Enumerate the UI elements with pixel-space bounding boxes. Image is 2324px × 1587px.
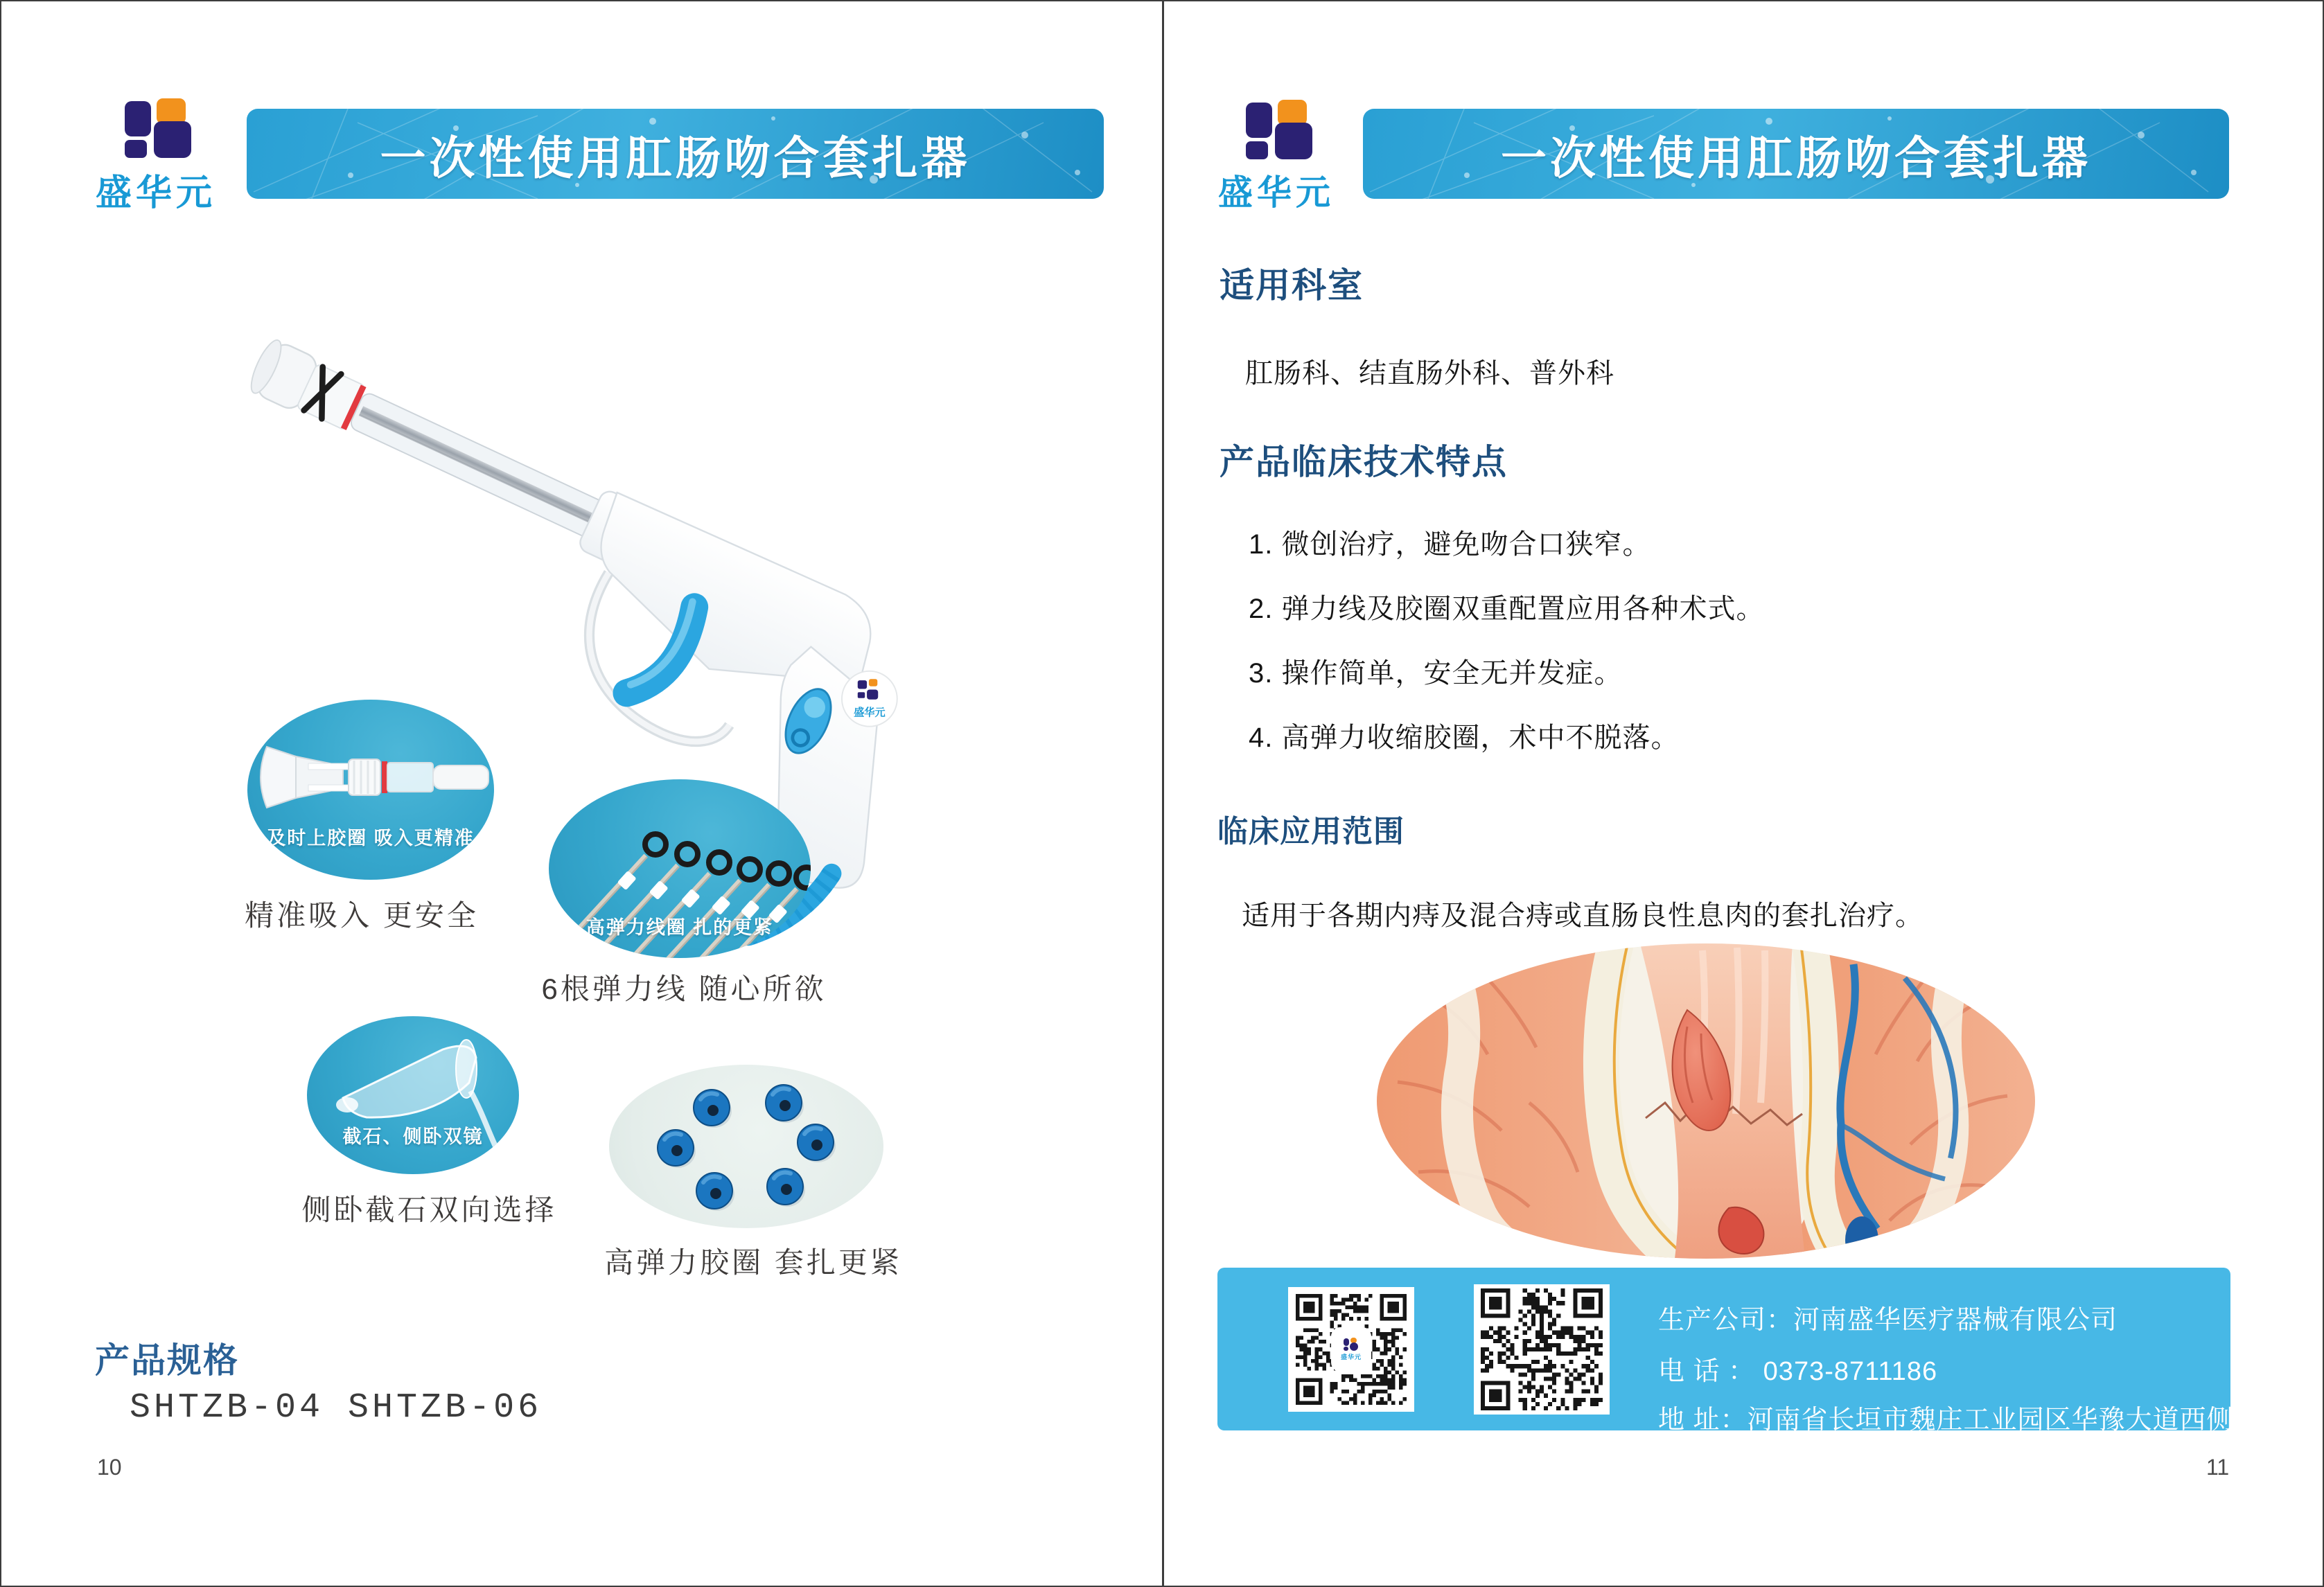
page-title: 一次性使用肛肠吻合套扎器 — [380, 132, 971, 184]
logo-square-orange — [1278, 100, 1307, 125]
brand-logo-icon — [1344, 1338, 1359, 1351]
logo-square-navy-2 — [1275, 123, 1312, 159]
page-number-left: 10 — [97, 1455, 122, 1480]
suction-tip-illustration — [247, 700, 494, 880]
page-title-banner-left — [247, 109, 1104, 199]
clinical-feature-item: 1. 微创治疗，避免吻合口狭窄。 — [1249, 529, 1651, 560]
spec-models: SHTZB-04 SHTZB-06 — [130, 1388, 543, 1428]
brand-name: 盛华元 — [96, 173, 217, 213]
feature-overlay-text: 及时上胶圈 吸入更精准 — [267, 828, 475, 849]
feature-overlay-text: 高弹力线圈 扎的更紧 — [586, 917, 774, 938]
qr-code-2-pattern — [1481, 1288, 1603, 1410]
gun-badge-brand-text: 盛华元 — [854, 707, 886, 719]
anoscope-illustration — [307, 1016, 519, 1174]
scope-heading: 临床应用范围 — [1217, 815, 1405, 849]
logo-square-navy-2 — [154, 121, 191, 158]
qr-code-wechat — [1288, 1287, 1414, 1412]
logo-square-navy-1 — [1246, 103, 1272, 138]
contact-address: 地 址：河南省长垣市魏庄工业园区华豫大道西侧 — [1658, 1406, 2234, 1435]
qr-center-logo-badge — [1333, 1329, 1369, 1369]
dept-heading: 适用科室 — [1220, 266, 1364, 305]
page-gutter-divider — [1162, 1, 1164, 1586]
qr-code-website — [1474, 1284, 1610, 1415]
brand-name: 盛华元 — [1218, 173, 1335, 212]
page-title: 一次性使用肛肠吻合套扎器 — [1501, 132, 2091, 184]
feature-photo-elastic-lines — [549, 779, 811, 958]
logo-square-navy-3 — [125, 140, 147, 158]
logo-square-navy-3 — [1246, 141, 1268, 159]
clinical-feature-item: 2. 弹力线及胶圈双重配置应用各种术式。 — [1249, 594, 1765, 624]
page-number-right: 11 — [2206, 1455, 2230, 1480]
scope-body: 适用于各期内痔及混合痔或直肠良性息肉的套扎治疗。 — [1242, 901, 1924, 931]
rubber-rings-illustration — [609, 1065, 883, 1228]
feature-photo-rubber-rings — [609, 1065, 883, 1228]
feature-photo-suction-tip — [247, 700, 494, 880]
anatomy-illustration — [1377, 943, 2035, 1259]
page-title-banner-right — [1363, 109, 2229, 199]
dept-body: 肛肠科、结直肠外科、普外科 — [1245, 358, 1614, 389]
brand-name: 盛华元 — [1340, 1354, 1362, 1360]
logo-square-orange — [157, 98, 186, 124]
brand-logo-icon — [1246, 100, 1315, 161]
contact-box — [1217, 1268, 2234, 1435]
feature-caption: 高弹力胶圈 套扎更紧 — [604, 1246, 902, 1279]
clinical-heading: 产品临床技术特点 — [1220, 443, 1508, 481]
feature-overlay-text: 截石、侧卧双镜 — [342, 1126, 484, 1147]
spec-heading: 产品规格 — [95, 1341, 239, 1380]
anatomy-drawing — [1377, 943, 2035, 1259]
contact-phone: 电 话 ： 0373-8711186 — [1658, 1357, 1938, 1386]
feature-caption: 侧卧截石双向选择 — [301, 1194, 557, 1226]
feature-caption: 6根弹力线 随心所欲 — [541, 973, 827, 1005]
clinical-feature-item: 4. 高弹力收缩胶圈，术中不脱落。 — [1249, 722, 1680, 753]
feature-caption: 精准吸入 更安全 — [245, 899, 479, 932]
logo-square-navy-1 — [125, 101, 151, 136]
contact-company: 生产公司：河南盛华医疗器械有限公司 — [1658, 1306, 2118, 1335]
clinical-feature-item: 3. 操作简单，安全无并发症。 — [1249, 658, 1623, 689]
feature-photo-anoscope — [307, 1016, 519, 1174]
brand-logo-icon — [125, 98, 194, 159]
